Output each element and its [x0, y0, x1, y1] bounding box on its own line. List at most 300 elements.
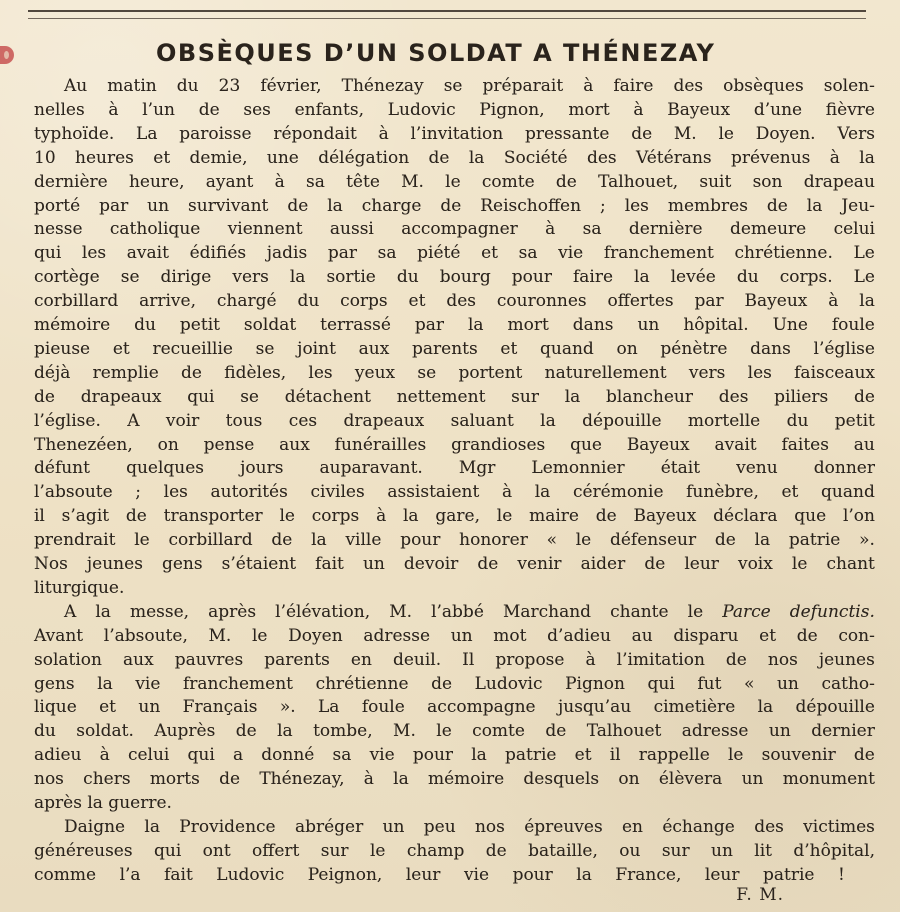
article-word: monument	[782, 769, 875, 790]
article-word: portent	[458, 362, 523, 383]
article-word: ses	[243, 99, 271, 120]
article-word: chrétienne	[315, 673, 409, 694]
article-word: une	[266, 147, 299, 168]
article-word: vie	[135, 673, 161, 694]
article-word: Parce	[722, 601, 771, 622]
article-word: pour	[412, 745, 454, 766]
article-word: et	[481, 243, 498, 264]
article-word: ;	[135, 482, 142, 503]
article-word: à	[274, 171, 285, 192]
article-line	[34, 456, 875, 480]
article-word: jours	[240, 458, 284, 479]
article-word: la	[311, 530, 327, 551]
article-word: du	[297, 291, 320, 312]
article-word: la	[403, 506, 419, 527]
article-word: gens	[34, 673, 75, 694]
article-word: pour	[512, 864, 553, 885]
article-word: propose	[495, 649, 565, 670]
article-word: l’élévation,	[275, 601, 371, 622]
article-word: à	[501, 482, 513, 503]
article-word: comte	[481, 171, 535, 192]
article-word: avait	[714, 434, 757, 455]
article-word: nesse	[34, 219, 83, 240]
article-word: des	[673, 76, 704, 96]
article-word: offertes	[607, 291, 674, 312]
article-word: drapeaux	[343, 410, 425, 431]
article-word: patrie	[504, 745, 557, 766]
article-word: 10	[34, 147, 56, 168]
article-word: Bayeux	[667, 99, 731, 120]
article-word: nettement	[396, 386, 486, 407]
article-word: les	[163, 482, 188, 503]
article-word: 23	[218, 76, 241, 96]
article-word: on	[618, 769, 640, 790]
article-word: échange	[662, 816, 735, 837]
article-word: adresse	[681, 721, 749, 742]
article-word: en	[621, 816, 643, 837]
article-word: ou	[619, 840, 641, 861]
article-word: le	[791, 554, 808, 574]
article-word: la	[564, 386, 581, 407]
article-word: drapeaux	[80, 386, 162, 407]
article-word: terrassé	[320, 315, 391, 335]
article-line	[34, 695, 875, 719]
article-word: le	[575, 530, 592, 551]
article-word: Reischoffen	[480, 195, 582, 216]
article-word: sur	[320, 840, 349, 861]
article-word: Ludovic	[474, 673, 543, 694]
article-word: auparavant.	[319, 458, 423, 479]
article-word: de	[428, 147, 450, 168]
article-word: offert	[252, 840, 300, 861]
article-word: à	[585, 649, 596, 670]
article-word: du	[34, 721, 56, 742]
article-line	[34, 170, 875, 194]
article-word: pour	[400, 530, 441, 551]
article-line	[34, 146, 875, 170]
article-word: grandioses	[451, 434, 546, 455]
article-word: corps	[311, 506, 360, 527]
article-line	[34, 313, 875, 337]
article-word: les	[624, 195, 649, 216]
article-word: donné	[261, 745, 315, 766]
article-word: viennent	[227, 219, 303, 240]
article-word: de	[853, 745, 875, 766]
article-word: la	[859, 147, 875, 168]
article-word: on	[157, 434, 179, 455]
article-word: M.	[389, 601, 413, 622]
article-word: la	[467, 315, 484, 335]
article-word: parents	[264, 649, 330, 670]
article-word: dirige	[160, 267, 212, 288]
article-word: blancheur	[606, 386, 694, 407]
article-word: donner	[813, 458, 875, 479]
article-word: Doyen	[288, 625, 343, 646]
article-word: faisceaux	[794, 362, 875, 383]
article-word: saluant	[450, 410, 514, 431]
article-word: pauvres	[174, 649, 244, 670]
article-word: Avant	[34, 625, 84, 646]
top-rule-thin	[28, 18, 866, 19]
article-word: ».	[279, 697, 296, 718]
article-word: Bayeux	[626, 434, 690, 455]
article-line	[34, 672, 875, 696]
article-word: Vers	[837, 123, 875, 144]
article-word: vie	[463, 864, 490, 885]
article-word: leur	[704, 864, 740, 885]
article-word: la	[754, 530, 771, 551]
article-word: à	[108, 99, 119, 120]
article-word: qui	[34, 243, 62, 264]
article-word: nelles	[34, 99, 85, 120]
article-word: chant	[826, 554, 875, 574]
article-word: nos	[474, 816, 505, 837]
article-word: sa	[518, 243, 538, 264]
article-word: sortie	[326, 267, 376, 288]
article-word: qui	[187, 386, 215, 407]
article-word: Jeu-	[841, 195, 875, 216]
article-word: Doyen.	[755, 123, 816, 144]
article-word: quand	[821, 482, 875, 503]
article-word: faire	[613, 76, 654, 96]
article-word: qui	[187, 745, 215, 766]
article-word: naturellement	[544, 362, 667, 383]
article-word: un	[741, 769, 764, 790]
article-word: l’imitation	[616, 649, 705, 670]
article-word: sa	[377, 243, 397, 264]
article-word: les	[747, 362, 772, 383]
article-word: voir	[165, 410, 200, 431]
article-word: épreuves	[524, 816, 603, 837]
article-word: aux	[358, 338, 390, 359]
article-word: par	[327, 243, 357, 264]
article-word: Ludovic	[216, 864, 285, 885]
article-word: au	[631, 625, 653, 646]
article-word: en	[350, 649, 372, 670]
article-word: généreuses	[34, 840, 133, 861]
article-word: chargé	[216, 291, 277, 312]
article-word: venu	[736, 458, 778, 479]
article-word: de	[631, 123, 653, 144]
article-word: rappelle	[638, 745, 710, 766]
article-line	[34, 839, 875, 863]
article-line: liturgique.	[34, 577, 125, 598]
article-word: la	[289, 267, 306, 288]
article-word: heures	[75, 147, 134, 168]
article-word: un	[637, 315, 660, 335]
article-word: un	[768, 721, 791, 742]
article-word: pour	[511, 267, 552, 288]
article-word: se	[443, 76, 463, 96]
article-word: sa	[582, 219, 602, 240]
article-word: jeunes	[818, 649, 875, 670]
article-word: vie	[369, 745, 395, 766]
article-word: mortelle	[687, 410, 761, 431]
article-word: jadis	[266, 243, 308, 264]
article-word: des	[586, 147, 617, 168]
article-word: et	[408, 291, 426, 312]
article-word: faites	[781, 434, 829, 455]
article-word: jeunes	[86, 554, 143, 574]
article-word: et	[112, 338, 130, 359]
article-word: celui	[833, 219, 875, 240]
article-word: adieu	[34, 745, 82, 766]
article-line	[34, 265, 875, 289]
article-word: desquels	[523, 769, 600, 790]
article-word: obsèques	[723, 76, 804, 96]
article-word: bataille,	[528, 840, 598, 861]
article-word: la	[393, 769, 409, 790]
article-word: à	[545, 219, 556, 240]
article-word: foule	[831, 315, 875, 335]
article-word: les	[308, 362, 333, 383]
article-word: patrie	[788, 530, 841, 551]
article-word: catholique	[109, 219, 201, 240]
article-word: avait	[126, 243, 169, 264]
article-word: cérémonie	[572, 482, 664, 503]
article-word: mort	[568, 99, 610, 120]
article-word: corps.	[779, 267, 833, 288]
article-word: déclara	[713, 506, 778, 527]
article-title: OBSÈQUES D’UN SOLDAT A THÉNEZAY	[156, 39, 716, 67]
article-word: à	[376, 506, 387, 527]
article-word: se	[120, 267, 140, 288]
article-word: remplie	[92, 362, 159, 383]
article-word: de	[796, 625, 818, 646]
article-word: de	[219, 769, 241, 790]
article-word: franchement	[183, 673, 293, 694]
article-word: catho-	[821, 673, 875, 694]
article-word: souvenir	[761, 745, 836, 766]
article-word: !	[837, 864, 845, 885]
article-word: quand	[540, 338, 594, 359]
article-word: délégation	[318, 147, 410, 168]
article-word: la	[540, 410, 556, 431]
article-word: et	[759, 625, 777, 646]
article-word: La	[136, 123, 158, 144]
article-word: février,	[260, 76, 322, 96]
article-word: ».	[859, 530, 875, 551]
article-word: Nos	[34, 554, 68, 574]
article-word: demeure	[729, 219, 807, 240]
article-word: M.	[393, 721, 416, 742]
article-word: l’on	[842, 506, 875, 527]
article-line	[34, 480, 875, 504]
article-word: fait	[315, 554, 344, 574]
article-word: se	[255, 338, 275, 359]
article-word: la	[471, 745, 487, 766]
article-word: Talhouet	[586, 721, 662, 742]
article-word: chante	[610, 601, 669, 622]
article-line	[64, 815, 875, 839]
article-word: il	[34, 506, 45, 527]
article-word: pieuse	[34, 338, 91, 359]
article-word: un	[147, 195, 170, 216]
article-word: l’un	[142, 99, 175, 120]
article-word: Vétérans	[636, 147, 712, 168]
article-word: du	[134, 315, 156, 335]
article-word: et	[99, 697, 117, 718]
article-word: morts	[149, 769, 200, 790]
article-word: répondait	[273, 123, 357, 144]
article-word: victimes	[803, 816, 875, 837]
article-word: gens	[161, 554, 203, 574]
article-line	[34, 433, 875, 457]
article-line	[34, 743, 875, 767]
article-word: M.	[673, 123, 697, 144]
article-word: du	[396, 267, 419, 288]
article-word: que	[570, 434, 602, 455]
article-word: de	[854, 386, 875, 407]
article-word: a	[232, 745, 244, 766]
article-word: lique	[34, 697, 77, 718]
article-word: disparu	[673, 625, 739, 646]
article-word: corps	[340, 291, 388, 312]
article-word: Providence	[179, 816, 276, 837]
article-word: de	[714, 530, 736, 551]
article-word: de	[477, 554, 499, 574]
article-word: de	[181, 362, 202, 383]
article-word: mot	[493, 625, 527, 646]
article-word: patrie	[762, 864, 815, 885]
article-word: M.	[208, 625, 232, 646]
article-word: funèbre,	[686, 482, 759, 503]
article-line	[34, 217, 875, 241]
article-word: nos	[34, 769, 64, 790]
article-line	[34, 98, 875, 122]
article-word: dernière	[628, 219, 703, 240]
article-word: après	[208, 601, 257, 622]
article-word: Mgr	[458, 458, 496, 479]
article-word: drapeau	[803, 171, 875, 192]
article-word: «	[744, 673, 755, 694]
article-word: et	[500, 338, 518, 359]
article-word: Talhouet,	[598, 171, 679, 192]
article-word: détachent	[284, 386, 371, 407]
article-word: le	[252, 625, 268, 646]
article-word: survivant	[188, 195, 269, 216]
article-word: préparait	[482, 76, 564, 96]
article-word: la	[144, 816, 160, 837]
article-word: la	[97, 673, 113, 694]
article-word: l’absoute,	[103, 625, 188, 646]
article-word: dépouille	[795, 697, 875, 718]
article-word: de	[485, 840, 507, 861]
article-word: le	[727, 745, 744, 766]
article-word: un	[362, 554, 385, 574]
article-word: de	[34, 386, 55, 407]
article-word: Peignon,	[307, 864, 383, 885]
article-word: assistaient	[387, 482, 480, 503]
article-line: après la guerre.	[34, 793, 172, 813]
article-word: le	[718, 123, 734, 144]
article-word: con-	[838, 625, 875, 646]
article-word: ayant	[205, 171, 254, 192]
article-line	[34, 648, 875, 672]
article-word: porté	[34, 195, 81, 216]
article-word: peu	[423, 816, 456, 837]
article-word: par	[414, 315, 445, 335]
article-word: s’agit	[61, 506, 110, 527]
article-word: sur	[661, 840, 690, 861]
article-word: cortège	[34, 267, 100, 288]
article-word: la	[576, 864, 592, 885]
article-word: un	[776, 673, 799, 694]
article-word: l’absoute	[34, 482, 113, 503]
article-word: Une	[772, 315, 808, 335]
article-word: solen-	[823, 76, 875, 96]
article-word: aux	[279, 434, 310, 455]
article-word: comte	[472, 721, 525, 742]
article-word: un	[450, 625, 473, 646]
article-word: A	[64, 601, 77, 622]
article-word: nos	[767, 649, 798, 670]
article-word: ;	[600, 195, 606, 216]
article-word: et	[781, 482, 799, 503]
article-word: mémoire	[34, 315, 111, 335]
article-word: l’église.	[34, 410, 101, 431]
article-word: M.	[401, 171, 424, 192]
article-word: mémoire	[427, 769, 505, 790]
article-word: de	[440, 195, 462, 216]
top-rule-thick	[28, 10, 866, 12]
article-word: venir	[517, 554, 562, 574]
article-word: «	[546, 530, 557, 551]
article-word: de	[198, 99, 220, 120]
article-word: jusqu’au	[557, 697, 632, 718]
article-word: bourg	[439, 267, 491, 288]
article-word: voix	[737, 554, 773, 574]
article-word: honorer	[459, 530, 528, 551]
article-word: Le	[853, 267, 875, 288]
article-word: l’église	[813, 338, 875, 359]
article-word: de	[287, 195, 309, 216]
article-word: piété	[417, 243, 461, 264]
article-word: le	[369, 840, 386, 861]
article-word: fait	[164, 864, 193, 885]
article-word: vie	[558, 243, 584, 264]
article-word: Il	[462, 649, 475, 670]
article-word: la	[806, 195, 823, 216]
article-word: le	[687, 601, 704, 622]
article-word: d’hôpital,	[793, 840, 875, 861]
article-word: La	[318, 697, 340, 718]
article-word: enfants,	[294, 99, 364, 120]
article-word: l’invitation	[410, 123, 504, 144]
article-word: Au	[64, 76, 88, 96]
article-word: franchement	[603, 243, 714, 264]
article-word: champ	[406, 840, 465, 861]
article-word: s’étaient	[221, 554, 297, 574]
article-word: chers	[83, 769, 131, 790]
article-word: ville	[345, 530, 382, 551]
article-word: et	[153, 147, 171, 168]
article-word: chrétienne.	[734, 243, 833, 264]
article-word: de	[555, 171, 577, 192]
article-word: de	[725, 649, 747, 670]
article-word: Ludovic	[387, 99, 456, 120]
article-line	[34, 194, 875, 218]
article-word: d’adieu	[547, 625, 611, 646]
article-word: que	[794, 506, 827, 527]
article-line	[34, 552, 875, 576]
article-word: élèvera	[658, 769, 723, 790]
article-word: qui	[647, 673, 675, 694]
article-word: sa	[306, 171, 325, 192]
article-word: la	[95, 601, 111, 622]
article-word: vers	[232, 267, 269, 288]
article-word: solation	[34, 649, 102, 670]
